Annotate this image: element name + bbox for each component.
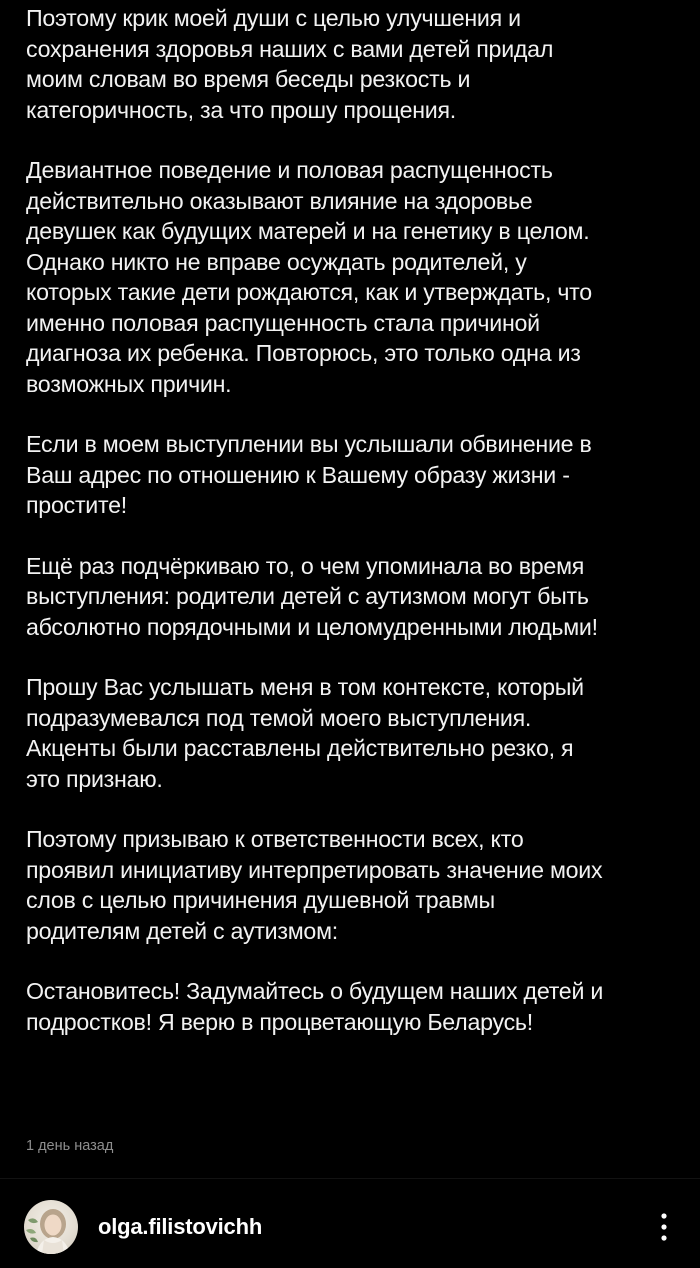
caption-paragraph: Девиантное поведение и половая распущенность действительно оказывают влияние на здоровье девушек как будущих матерей и на генетику в целом. Однако никто не вправе осуждать родителей, у которых такие дети рождаются, как и утверждать, что именно половая распущенность стала причиной диагноза их ребенка. Повторюсь, это только одна из возможных причин. — [26, 157, 592, 397]
author-username[interactable]: olga.filistovichh — [98, 1214, 263, 1239]
profile-photo-icon — [24, 1200, 78, 1254]
author-row — [24, 1200, 676, 1254]
post-caption — [26, 3, 694, 1067]
post-timestamp: 1 день назад — [26, 1138, 114, 1154]
three-dots-vertical-icon — [660, 1212, 668, 1242]
caption-paragraph: Поэтому призываю к ответственности всех, кто проявил инициативу интерпретировать значение моих слов с целью причинения душевной травмы родителям детей с аутизмом: — [26, 826, 603, 944]
caption-paragraph: Прошу Вас услышать меня в том контексте, который подразумевался под темой моего выступления. Акценты были расставлены действительно резко, я это признаю. — [26, 674, 584, 792]
caption-paragraph: Остановитесь! Задумайтесь о будущем наших детей и подростков! Я верю в процветающую Беларусь! — [26, 978, 604, 1035]
avatar[interactable] — [24, 1200, 78, 1254]
more-options-button[interactable] — [652, 1207, 676, 1247]
divider — [0, 1178, 700, 1179]
caption-paragraph: Поэтому крик моей души с целью улучшения и сохранения здоровья наших с вами детей придал моим словам во время беседы резкость и категоричность, за что прошу прощения. — [26, 5, 554, 123]
caption-paragraph: Если в моем выступлении вы услышали обвинение в Ваш адрес по отношению к Вашему образу жизни - простите! — [26, 431, 592, 518]
caption-paragraph: Ещё раз подчёркиваю то, о чем упоминала во время выступления: родители детей с аутизмом могут быть абсолютно порядочными и целомудренными людьми! — [26, 552, 598, 640]
